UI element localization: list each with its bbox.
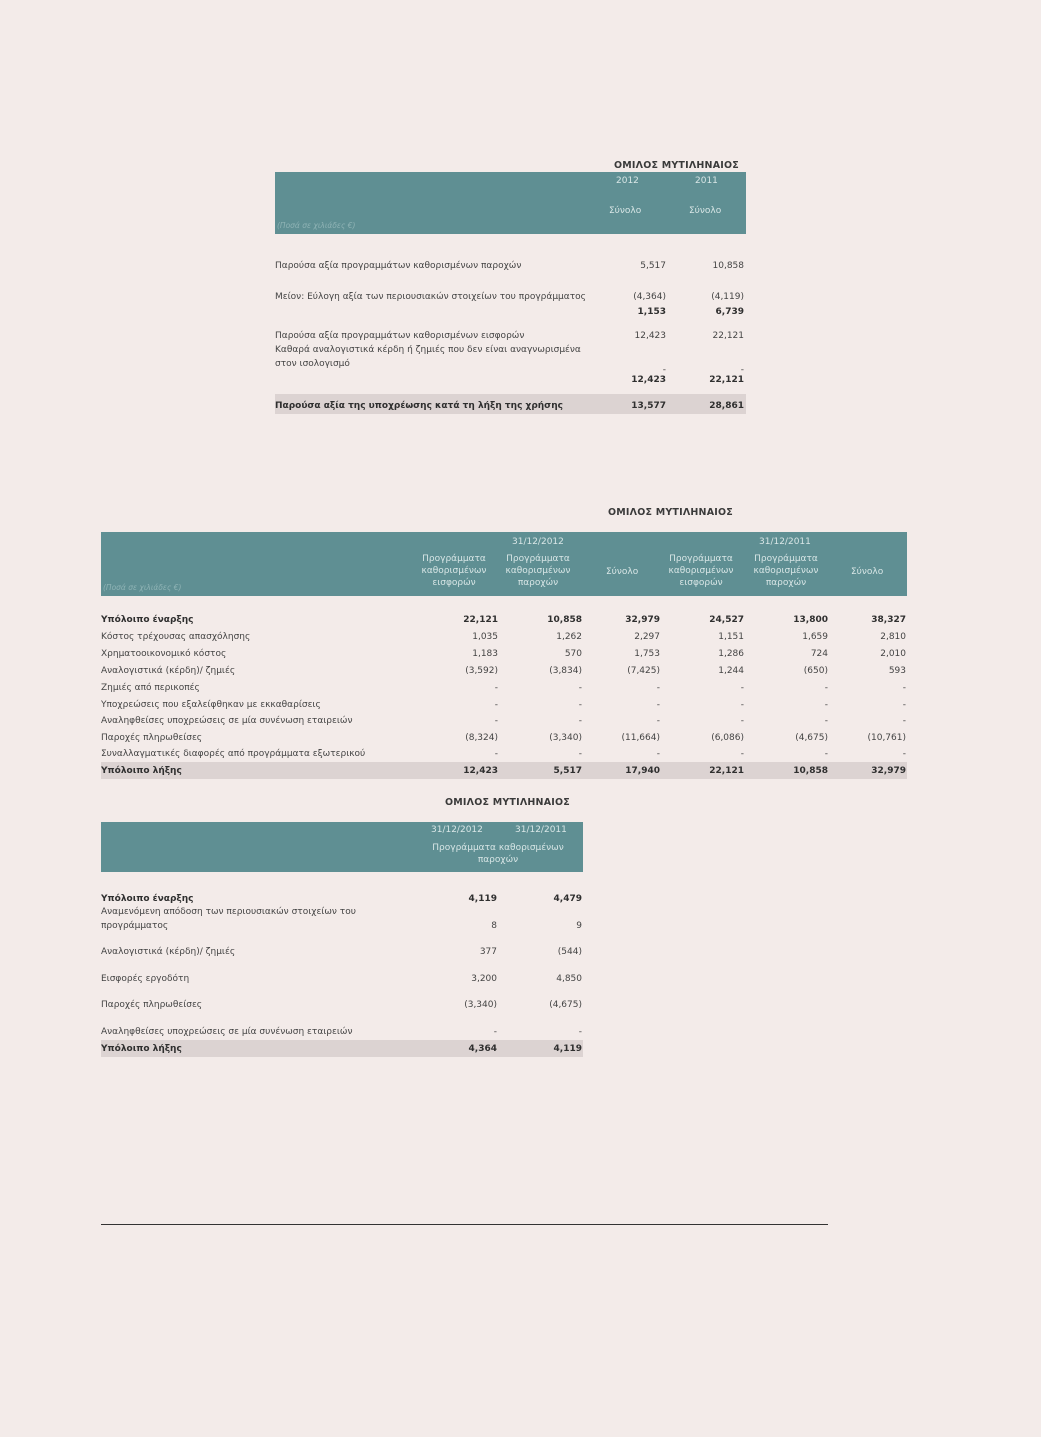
table3-col-label: Προγράμματα καθορισμένων παροχών (432, 843, 564, 865)
row-label: Μείον: Εύλογη αξία των περιουσιακών στοιχείων του προγράμματος (275, 292, 586, 302)
cell-2011: 9 (576, 921, 582, 931)
cell-2011: 10,858 (712, 261, 744, 271)
cell-2012: 12,423 (634, 331, 666, 341)
table1-year-2011: 2011 (695, 176, 718, 186)
cell: (6,086) (711, 733, 744, 743)
row-label: Αναληφθείσες υποχρεώσεις σε μία συνένωση εταιρειών (101, 716, 353, 726)
table2-total-shade (101, 762, 907, 779)
table3-group-title: ΟΜΙΛΟΣ ΜΥΤΙΛΗΝΑΙΟΣ (445, 797, 570, 808)
cell: - (902, 716, 906, 726)
cell-2012: 12,423 (631, 375, 666, 385)
cell: (11,664) (621, 733, 660, 743)
row-label: Χρηματοοικονομικό κόστος (101, 649, 227, 659)
cell: 1,659 (802, 632, 828, 642)
cell: - (740, 716, 744, 726)
cell-2011: 28,861 (709, 401, 744, 411)
cell: - (824, 749, 828, 759)
table2-col-benefit-2012: Προγράμματα καθορισμένων παροχών (505, 554, 571, 588)
cell: (3,340) (549, 733, 582, 743)
row-label: Υπόλοιπο λήξης (101, 1044, 182, 1054)
row-label: Αναμενόμενη απόδοση των περιουσιακών στοιχείων του (101, 907, 356, 917)
row-label: Υποχρεώσεις που εξαλείφθηκαν με εκκαθαρίσεις (101, 700, 321, 710)
cell: (8,324) (465, 733, 498, 743)
cell-2011: 4,850 (556, 974, 582, 984)
table2-header (101, 532, 907, 596)
row-label: Καθαρά αναλογιστικά κέρδη ή ζημιές που δεν είναι αναγνωρισμένα (275, 345, 581, 355)
cell-2012: 4,364 (468, 1044, 497, 1054)
cell: - (578, 716, 582, 726)
cell: (650) (803, 666, 828, 676)
cell: 13,800 (793, 615, 828, 625)
row-label: Παρούσα αξία προγραμμάτων καθορισμένων παροχών (275, 261, 522, 271)
cell: - (740, 749, 744, 759)
cell: - (578, 749, 582, 759)
row-label: Παρούσα αξία της υποχρέωσης κατά τη λήξη της χρήσης (275, 401, 563, 411)
cell: (4,675) (795, 733, 828, 743)
cell: - (494, 749, 498, 759)
cell: - (656, 700, 660, 710)
cell-2012: 377 (479, 947, 497, 957)
row-label: Υπόλοιπο έναρξης (101, 894, 194, 904)
row-label: Κόστος τρέχουσας απασχόλησης (101, 632, 251, 642)
cell: - (902, 683, 906, 693)
cell: - (656, 716, 660, 726)
cell: 10,858 (793, 766, 828, 776)
cell: 5,517 (553, 766, 582, 776)
cell: - (494, 700, 498, 710)
table2-date-2011: 31/12/2011 (759, 537, 811, 547)
cell: 22,121 (463, 615, 498, 625)
cell: 1,035 (472, 632, 498, 642)
table3-header (101, 822, 583, 872)
row-label: Παροχές πληρωθείσες (101, 1000, 203, 1010)
cell: - (656, 683, 660, 693)
cell: 1,753 (634, 649, 660, 659)
cell: 593 (888, 666, 906, 676)
table2-col-contrib-2012: Προγράμματα καθορισμένων εισφορών (421, 554, 487, 588)
footer-divider (101, 1224, 828, 1225)
cell: - (494, 716, 498, 726)
cell-2012: 13,577 (631, 401, 666, 411)
table1-units: (Ποσά σε χιλιάδες €) (277, 221, 356, 230)
cell-2012: (4,364) (633, 292, 666, 302)
cell-2012: - (662, 365, 666, 375)
cell: 1,286 (718, 649, 744, 659)
cell: (3,834) (549, 666, 582, 676)
row-label: Υπόλοιπο λήξης (101, 766, 182, 776)
cell-2011: 6,739 (715, 307, 744, 317)
cell-2012: - (493, 1027, 497, 1037)
cell: (10,761) (867, 733, 906, 743)
cell: 570 (564, 649, 582, 659)
cell: - (578, 683, 582, 693)
cell-2011: (4,675) (549, 1000, 582, 1010)
cell: - (740, 683, 744, 693)
cell: (3,592) (465, 666, 498, 676)
table1-year-2012: 2012 (616, 176, 639, 186)
row-label: Αναληφθείσες υποχρεώσεις σε μία συνένωση εταιρειών (101, 1027, 353, 1037)
cell: 32,979 (625, 615, 660, 625)
row-label: Ζημιές από περικοπές (101, 683, 200, 693)
cell: - (824, 700, 828, 710)
row-label: Συναλλαγματικές διαφορές από προγράμματα εξωτερικού (101, 749, 366, 759)
row-label: προγράμματος (101, 921, 169, 931)
cell: - (740, 700, 744, 710)
cell: 24,527 (709, 615, 744, 625)
cell: 10,858 (547, 615, 582, 625)
row-label: Εισφορές εργοδότη (101, 974, 190, 984)
table2-group-title: ΟΜΙΛΟΣ ΜΥΤΙΛΗΝΑΙΟΣ (608, 507, 733, 518)
cell-2011: (544) (557, 947, 582, 957)
row-label: Παροχές πληρωθείσες (101, 733, 203, 743)
table1-col-total-2012: Σύνολο (609, 206, 642, 216)
cell-2012: 1,153 (637, 307, 666, 317)
row-label: στον ισολογισμό (275, 359, 350, 369)
cell-2011: - (578, 1027, 582, 1037)
cell-2011: 4,479 (553, 894, 582, 904)
row-label: Αναλογιστικά (κέρδη)/ ζημιές (101, 666, 236, 676)
cell: 2,297 (634, 632, 660, 642)
cell: 2,810 (880, 632, 906, 642)
cell: - (656, 749, 660, 759)
cell-2011: - (740, 365, 744, 375)
cell-2012: 3,200 (471, 974, 497, 984)
table1-group-title: ΟΜΙΛΟΣ ΜΥΤΙΛΗΝΑΙΟΣ (614, 160, 739, 171)
cell: 2,010 (880, 649, 906, 659)
cell-2011: 4,119 (553, 1044, 582, 1054)
cell: - (578, 700, 582, 710)
cell-2011: 22,121 (709, 375, 744, 385)
table1-col-total-2011: Σύνολο (689, 206, 722, 216)
table2-date-2012: 31/12/2012 (512, 537, 564, 547)
table2-col-total-2012: Σύνολο (606, 567, 639, 577)
cell: 1,262 (556, 632, 582, 642)
cell: - (494, 683, 498, 693)
cell: (7,425) (627, 666, 660, 676)
table3-date-2011: 31/12/2011 (515, 825, 567, 835)
table2-col-contrib-2011: Προγράμματα καθορισμένων εισφορών (668, 554, 734, 588)
cell: 32,979 (871, 766, 906, 776)
cell: 724 (810, 649, 828, 659)
row-label: Αναλογιστικά (κέρδη)/ ζημιές (101, 947, 236, 957)
cell: 1,183 (472, 649, 498, 659)
cell: - (824, 683, 828, 693)
cell-2011: 22,121 (712, 331, 744, 341)
cell: 22,121 (709, 766, 744, 776)
cell: 1,151 (718, 632, 744, 642)
table3-date-2012: 31/12/2012 (431, 825, 483, 835)
table1-header (275, 172, 746, 234)
cell: 38,327 (871, 615, 906, 625)
cell: 12,423 (463, 766, 498, 776)
table2-col-total-2011: Σύνολο (851, 567, 884, 577)
cell: - (902, 700, 906, 710)
cell-2012: 5,517 (640, 261, 666, 271)
cell-2012: 4,119 (468, 894, 497, 904)
cell-2012: (3,340) (464, 1000, 497, 1010)
table2-units: (Ποσά σε χιλιάδες €) (103, 583, 182, 592)
cell: - (824, 716, 828, 726)
cell-2011: (4,119) (711, 292, 744, 302)
cell: 1,244 (718, 666, 744, 676)
table2-col-benefit-2011: Προγράμματα καθορισμένων παροχών (753, 554, 819, 588)
row-label: Παρούσα αξία προγραμμάτων καθορισμένων εισφορών (275, 331, 525, 341)
cell: 17,940 (625, 766, 660, 776)
row-label: Υπόλοιπο έναρξης (101, 615, 194, 625)
cell-2012: 8 (491, 921, 497, 931)
cell: - (902, 749, 906, 759)
